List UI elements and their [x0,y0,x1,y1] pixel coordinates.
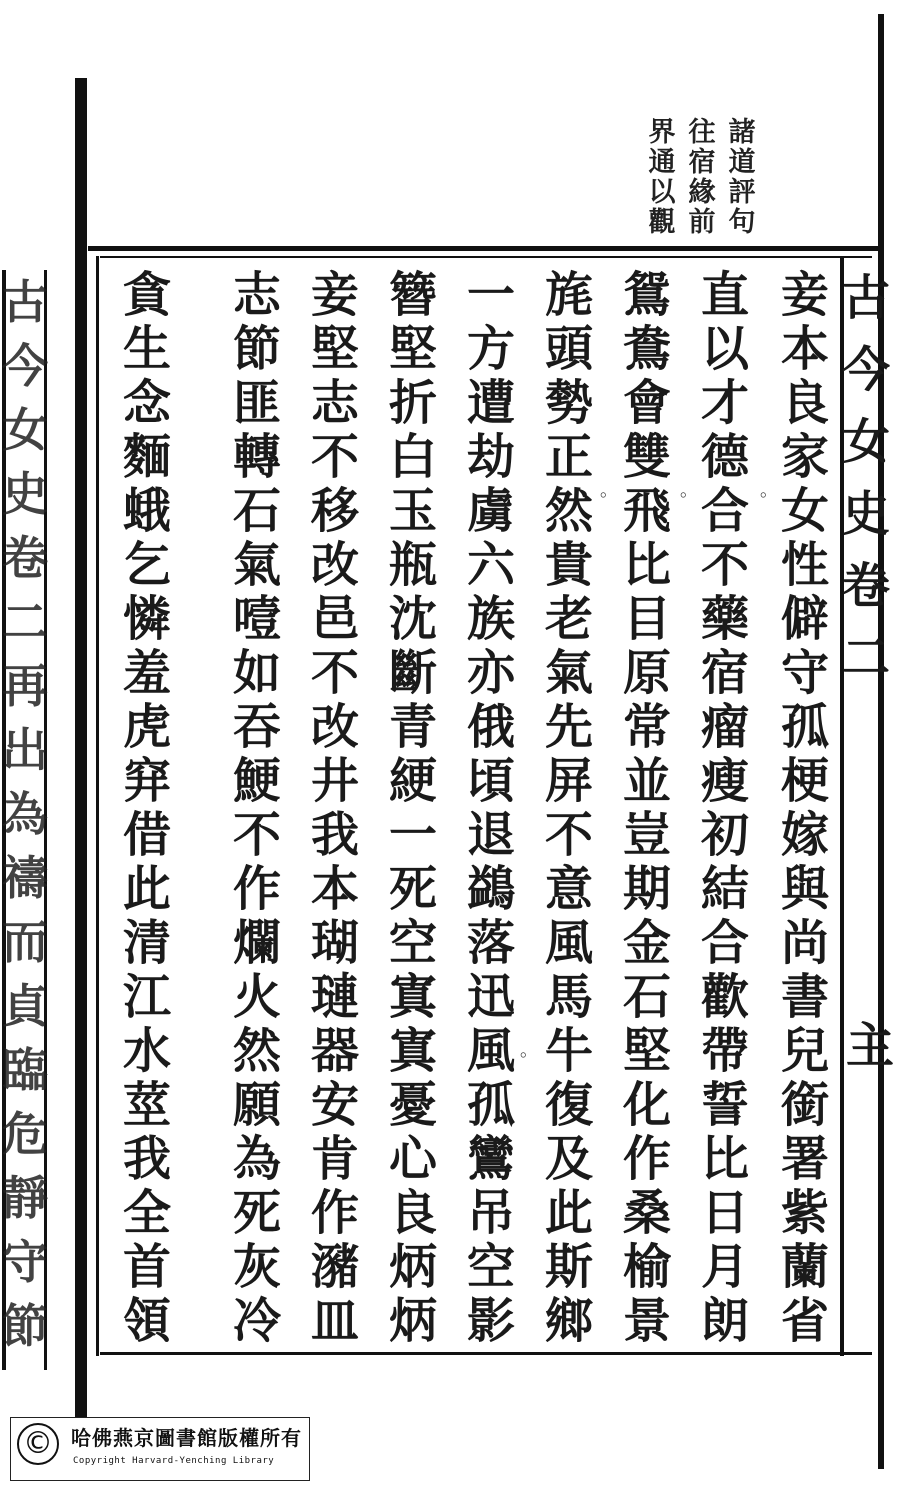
text-char: 然 [544,483,593,539]
text-char: 風 [544,915,593,971]
text-char: 全 [122,1185,171,1241]
text-char: 遭 [466,375,515,431]
text-char: 我 [122,1131,171,1187]
text-char: 意 [544,861,593,917]
text-char: 青 [388,699,437,755]
text-char: 結 [700,861,749,917]
text-char: 堅 [622,1023,671,1079]
text-char: 合 [700,483,749,539]
text-char: 銜 [780,1077,829,1133]
text-char: 作 [622,1131,671,1187]
text-char: 皿 [310,1293,359,1349]
annotation-column-3: 界 通 以 觀 [648,117,676,238]
text-char: 退 [466,807,515,863]
punctuation-marks: 。 [760,480,778,501]
text-char: 朗 [700,1293,749,1349]
text-char: 領 [122,1293,171,1349]
text-char: 妾 [310,267,359,323]
text-char: 本 [780,321,829,377]
text-char: 性 [780,537,829,593]
text-char: 噎 [232,591,281,647]
binding-line-left [75,78,87,1418]
text-char: 節 [232,321,281,377]
text-char: 堅 [388,321,437,377]
header-char: 女 [842,414,891,470]
text-char: 良 [388,1185,437,1241]
text-char: 僻 [780,591,829,647]
annotation-column-2: 往 宿 緣 前 [688,117,716,238]
text-char: 守 [780,645,829,701]
punctuation-marks: 。 [520,1040,538,1061]
text-char: 志 [310,375,359,431]
text-char: 寘 [388,969,437,1025]
text-char: 宿 [700,645,749,701]
text-char: 瀦 [310,1239,359,1295]
text-char: 景 [622,1293,671,1349]
text-char: 炳 [388,1293,437,1349]
text-char: 馬 [544,969,593,1025]
text-column [378,268,448,1348]
text-char: 復 [544,1077,593,1133]
text-char: 並 [622,753,671,809]
text-char: 虜 [466,483,515,539]
text-char: 孤 [466,1077,515,1133]
text-char: 化 [622,1077,671,1133]
text-char: 安 [310,1077,359,1133]
text-char: 才 [700,375,749,431]
text-char: 炳 [388,1239,437,1295]
text-column [222,268,292,1348]
text-char: 首 [122,1239,171,1295]
text-char: 梗 [780,753,829,809]
text-column [534,268,604,1348]
text-char: 榆 [622,1239,671,1295]
text-char: 生 [122,321,171,377]
text-char: 目 [622,591,671,647]
text-char: 正 [544,429,593,485]
text-char: 省 [780,1293,829,1349]
text-char: 初 [700,807,749,863]
text-char: 折 [388,375,437,431]
text-char: 豈 [622,807,671,863]
text-char: 貴 [544,537,593,593]
text-char: 吞 [232,699,281,755]
text-char: 誓 [700,1077,749,1133]
text-char: 改 [310,699,359,755]
text-char: 麵 [122,429,171,485]
text-char: 及 [544,1131,593,1187]
text-char: 以 [700,321,749,377]
text-char: 俄 [466,699,515,755]
text-char: 桑 [622,1185,671,1241]
text-char: 瓶 [388,537,437,593]
text-char: 瘦 [700,753,749,809]
text-char: 會 [622,375,671,431]
text-char: 空 [388,915,437,971]
text-char: 不 [700,537,749,593]
text-char: 牛 [544,1023,593,1079]
text-char: 鴛 [622,267,671,323]
header-char: 古 [842,270,891,326]
text-char: 劫 [466,429,515,485]
text-char: 綆 [388,753,437,809]
text-char: 帶 [700,1023,749,1079]
text-char: 瘤 [700,699,749,755]
text-char: 合 [700,915,749,971]
text-char: 白 [388,429,437,485]
folio-number [846,1010,895,1082]
text-char: 井 [310,753,359,809]
text-char: 六 [466,537,515,593]
header-char: 史 [842,486,891,542]
text-char: 斷 [388,645,437,701]
text-char: 與 [780,861,829,917]
text-char: 日 [700,1185,749,1241]
text-char: 移 [310,483,359,539]
header-char: 卷 [842,558,891,614]
text-char: 頭 [544,321,593,377]
text-char: 我 [310,807,359,863]
text-char: 死 [388,861,437,917]
copyright-chinese: 哈佛燕京圖書館版權所有 [71,1426,302,1450]
text-char: 為 [232,1131,281,1187]
text-char: 玉 [388,483,437,539]
text-char: 原 [622,645,671,701]
text-char: 作 [232,861,281,917]
text-char: 石 [622,969,671,1025]
copyright-stamp [10,1417,310,1481]
copyright-icon: © [17,1423,59,1465]
text-char: 不 [310,429,359,485]
text-char: 改 [310,537,359,593]
text-char: 石 [232,483,281,539]
text-char: 簪 [388,267,437,323]
text-char: 冷 [232,1293,281,1349]
text-char: 常 [622,699,671,755]
text-char: 飛 [622,483,671,539]
text-char: 藥 [700,591,749,647]
text-char: 邑 [310,591,359,647]
text-char: 勢 [544,375,593,431]
text-char: 不 [310,645,359,701]
text-column [300,268,370,1348]
text-char: 此 [544,1185,593,1241]
text-char: 空 [466,1239,515,1295]
text-char: 月 [700,1239,749,1295]
text-char: 鴦 [622,321,671,377]
text-column [456,268,526,1348]
text-char: 良 [780,375,829,431]
text-char: 鄉 [544,1293,593,1349]
text-char: 家 [780,429,829,485]
facing-page-edge-text: 古 今 女 史 卷 二 再 出 為 禱 而 貞 臨 危 靜 守 節 [2,275,48,1353]
frame-bottom-line [100,1352,872,1355]
text-char: 貪 [122,267,171,323]
text-column [770,268,840,1348]
text-char: 一 [466,267,515,323]
text-char: 紫 [780,1185,829,1241]
text-char: 蘭 [780,1239,829,1295]
text-char: 歡 [700,969,749,1025]
copyright-english: Copyright Harvard-Yenching Library [73,1456,275,1466]
text-char: 氣 [232,537,281,593]
text-column [690,268,760,1348]
text-char: 江 [122,969,171,1025]
text-char: 族 [466,591,515,647]
text-char: 比 [622,537,671,593]
text-char: 清 [122,915,171,971]
text-char: 鯁 [232,753,281,809]
text-char: 灰 [232,1239,281,1295]
text-char: 尚 [780,915,829,971]
text-char: 借 [122,807,171,863]
text-char: 爛 [232,915,281,971]
text-char: 屏 [544,753,593,809]
text-char: 不 [544,807,593,863]
text-char: 火 [232,969,281,1025]
text-char: 然 [232,1023,281,1079]
text-char: 書 [780,969,829,1025]
text-char: 心 [388,1131,437,1187]
text-char: 本 [310,861,359,917]
frame-left-line [96,256,99,1356]
text-char: 孤 [780,699,829,755]
page-edge-right [878,14,884,1469]
text-column [112,268,182,1348]
text-char: 肯 [310,1131,359,1187]
text-char: 先 [544,699,593,755]
text-char: 直 [700,267,749,323]
text-char: 雙 [622,429,671,485]
text-char: 旄 [544,267,593,323]
frame-top-line [88,246,880,251]
text-char: 堅 [310,321,359,377]
text-char: 羞 [122,645,171,701]
text-char: 瑚 [310,915,359,971]
text-char: 願 [232,1077,281,1133]
text-char: 方 [466,321,515,377]
header-title-column [842,262,891,694]
text-char: 鸞 [466,1131,515,1187]
text-char: 斯 [544,1239,593,1295]
text-char: 蛾 [122,483,171,539]
text-char: 妾 [780,267,829,323]
text-char: 水 [122,1023,171,1079]
text-char: 兒 [780,1023,829,1079]
header-char: 二 [842,630,891,686]
folio-char: 主 [846,1018,895,1074]
text-char: 風 [466,1023,515,1079]
text-char: 女 [780,483,829,539]
text-char: 吊 [466,1185,515,1241]
text-char: 憐 [122,591,171,647]
text-char: 落 [466,915,515,971]
text-char: 不 [232,807,281,863]
text-char: 氣 [544,645,593,701]
text-char: 沈 [388,591,437,647]
text-char: 鷁 [466,861,515,917]
text-char: 此 [122,861,171,917]
text-char: 作 [310,1185,359,1241]
annotation-column-1: 諸 道 評 句 [728,117,756,238]
text-char: 轉 [232,429,281,485]
text-char: 亦 [466,645,515,701]
text-char: 迅 [466,969,515,1025]
text-char: 璉 [310,969,359,1025]
text-char: 莖 [122,1077,171,1133]
text-char: 器 [310,1023,359,1079]
text-char: 死 [232,1185,281,1241]
text-char: 如 [232,645,281,701]
text-char: 德 [700,429,749,485]
text-char: 穽 [122,753,171,809]
text-char: 頃 [466,753,515,809]
punctuation-marks: 。 [680,480,698,501]
header-char: 今 [842,342,891,398]
text-column [612,268,682,1348]
text-char: 憂 [388,1077,437,1133]
text-char: 虎 [122,699,171,755]
text-char: 一 [388,807,437,863]
text-char: 寘 [388,1023,437,1079]
text-char: 匪 [232,375,281,431]
text-char: 金 [622,915,671,971]
text-char: 期 [622,861,671,917]
frame-top-line-inner [100,256,872,258]
text-char: 志 [232,267,281,323]
text-char: 影 [466,1293,515,1349]
text-char: 老 [544,591,593,647]
text-char: 比 [700,1131,749,1187]
punctuation-marks: 。 [600,480,618,501]
text-char: 乞 [122,537,171,593]
text-char: 念 [122,375,171,431]
text-char: 嫁 [780,807,829,863]
text-char: 署 [780,1131,829,1187]
